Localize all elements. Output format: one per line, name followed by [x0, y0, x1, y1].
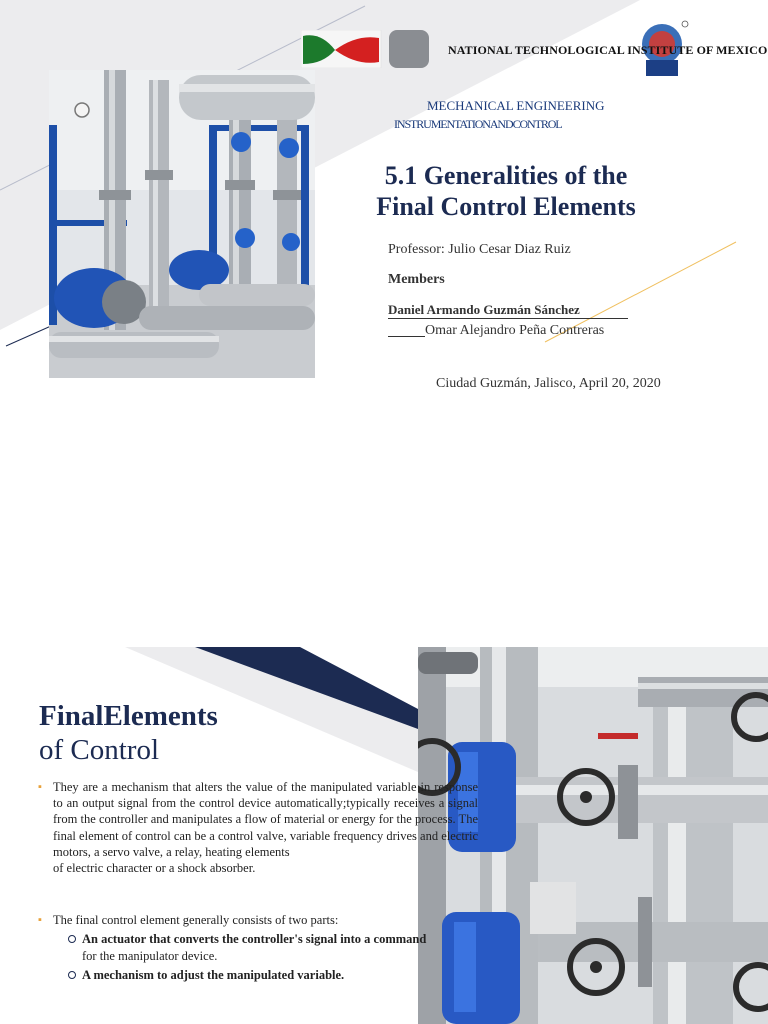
- department-name: MECHANICAL ENGINEERING: [427, 98, 605, 113]
- cover-slide: [0, 0, 768, 400]
- member-2-row: [388, 323, 604, 339]
- subject-name: INSTRUMENTATIONANDCONTROL: [394, 117, 562, 131]
- members-label: Members: [388, 272, 445, 287]
- institution-name: NATIONAL TECHNOLOGICAL INSTITUTE OF MEXICO: [448, 43, 768, 57]
- bullet-square-icon: ▪: [38, 914, 42, 927]
- industrial-pipes-photo: [49, 70, 315, 378]
- sub-bullet-mechanism: [38, 967, 478, 983]
- sub-bullet-circle-icon: [68, 971, 76, 979]
- final-elements-slide: [0, 647, 768, 1024]
- member-2: Omar Alejandro Peña Contreras: [425, 323, 605, 338]
- cover-title-line1: 5.1 Generalities of the: [384, 161, 628, 190]
- slide2-title-line2: of Control: [39, 734, 160, 766]
- tecnm-logo-icon: [301, 30, 429, 68]
- bullet-item-definition: [38, 779, 478, 876]
- sub-bullet-circle-icon: [68, 935, 76, 943]
- bullet-1-text: They are a mechanism that alters the value of the manipulated variable in response to an output signal from the control device automatically;typically receives a signal from the controller and manipulates a flow of material or energy for the process. The final element of control can be a control valve, variable frequency drives and electric motors, a servo valve, a relay, heating elements: [53, 780, 478, 859]
- professor-name: Professor: Julio Cesar Diaz Ruiz: [388, 242, 571, 257]
- member-2-underline: [388, 323, 425, 337]
- bullet-square-icon: ▪: [38, 781, 42, 793]
- slide2-title-line1: FinalElements: [39, 700, 218, 732]
- sub-bullet-2-bold: A mechanism to adjust the manipulated variable.: [82, 967, 345, 982]
- bullet-1-tail: of electric character or a shock absorber.: [53, 861, 256, 876]
- member-1: Daniel Armando Guzmán Sánchez: [388, 302, 628, 319]
- bullet-2-text: The final control element generally consists of two parts:: [53, 913, 339, 928]
- cover-title-line2: Final Control Elements: [376, 192, 636, 221]
- place-date: Ciudad Guzmán, Jalisco, April 20, 2020: [436, 376, 661, 391]
- cover-title: [346, 160, 666, 222]
- bullet-list: [38, 779, 478, 983]
- sub-bullet-1-bold: An actuator that converts the controller's signal into a command: [82, 932, 427, 947]
- sub-bullet-actuator: [38, 931, 478, 963]
- bullet-item-parts: [38, 912, 478, 928]
- sub-bullet-1-rest: for the manipulator device.: [82, 948, 218, 963]
